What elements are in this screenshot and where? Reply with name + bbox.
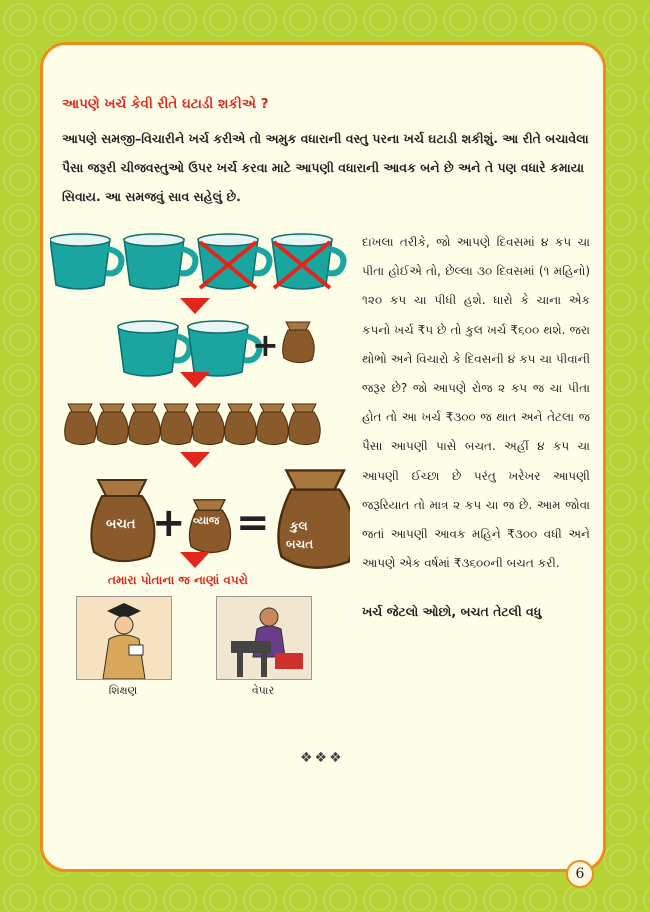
plus-sign-1: + — [252, 326, 279, 364]
down-arrow-4 — [180, 552, 210, 568]
interest-label: વ્યાજ — [193, 514, 220, 527]
savings-label: બચત — [106, 517, 136, 532]
example-paragraph: દાખલા તરીકે, જો આપણે દિવસમાં ૪ કપ ચા પીતા હોઈએ તો, છેલ્લા ૩૦ દિવસમાં (૧ મહિનો) ૧૨૦ કપ ચા પીધી હશે. ધારો કે ચાના એક કપનો ખર્ચ ₹૫ છે તો કુલ ખર્ચ ₹૬૦૦ થશે. જરા થોભો અને વિચારો કે દિવસની ૪ કપ ચા પીવાની જરૂર છે? જો આપણે રોજ ૨ કપ જ ચા પીતા હોત તો આ ખર્ચ ₹૩૦૦ જ થાત અને તેટલા જ પૈસા આપણી પાસે બચત. અહીં ૪ કપ ચા આપણી ઈચ્છા છે પરંતુ ખરેખર આપણી જરૂરિયાત તો માત્ર ૨ કપ ચા જ છે. આમ જોવા જતાં આપણી આવક મહિને ₹૩૦૦ વધી અને આપણે એક વર્ષમાં ₹૩૬૦૦ની બચત કરી. — [362, 235, 590, 571]
equals-sign: = — [236, 500, 270, 546]
total-label-1: કુલ — [290, 519, 308, 533]
tea-cup-kept-1 — [118, 321, 190, 376]
use-own-money-label: તમારા પોતાના જ નાણાં વપરો — [108, 573, 248, 587]
slogan: ખર્ચ જેટલો ઓછો, બચત તેટલી વધુ — [362, 604, 542, 619]
plus-sign-2: + — [152, 500, 186, 546]
page-heading: આપણે ખર્ચ કેવી રીતે ઘટાડી શકીએ ? — [62, 96, 269, 112]
business-illustration — [216, 596, 312, 680]
total-label-2: બચત — [286, 537, 314, 551]
down-arrow-3 — [180, 452, 210, 468]
tea-cup-4 — [272, 234, 344, 289]
business-caption: વેપાર — [251, 684, 275, 697]
tea-cup-3 — [198, 234, 270, 289]
tea-cup-2 — [124, 234, 196, 289]
tea-cup-1 — [50, 234, 122, 289]
savings-bag-small — [283, 322, 315, 363]
education-illustration — [76, 596, 172, 680]
education-caption: શિક્ષણ — [108, 684, 138, 697]
section-divider: ❖❖❖ — [300, 750, 344, 766]
page-number: 6 — [566, 860, 594, 888]
tea-cup-kept-2 — [188, 321, 260, 376]
down-arrow-2 — [180, 372, 210, 388]
intro-paragraph: આપણે સમજી–વિચારીને ખર્ચ કરીએ તો અમુક વધારાની વસ્તુ પરના ખર્ચ ઘટાડી શકીશું. આ રીતે બચાવેલા પૈસા જરૂરી ચીજવસ્તુઓ ઉપર ખર્ચ કરવા માટે આપણી વધારાની આવક બને છે અને તે પણ વધારે કમાયા સિવાય. આ સમજવું સાવ સહેલું છે. — [62, 131, 589, 204]
savings-bags-row — [65, 404, 321, 445]
down-arrow-1 — [180, 298, 210, 314]
